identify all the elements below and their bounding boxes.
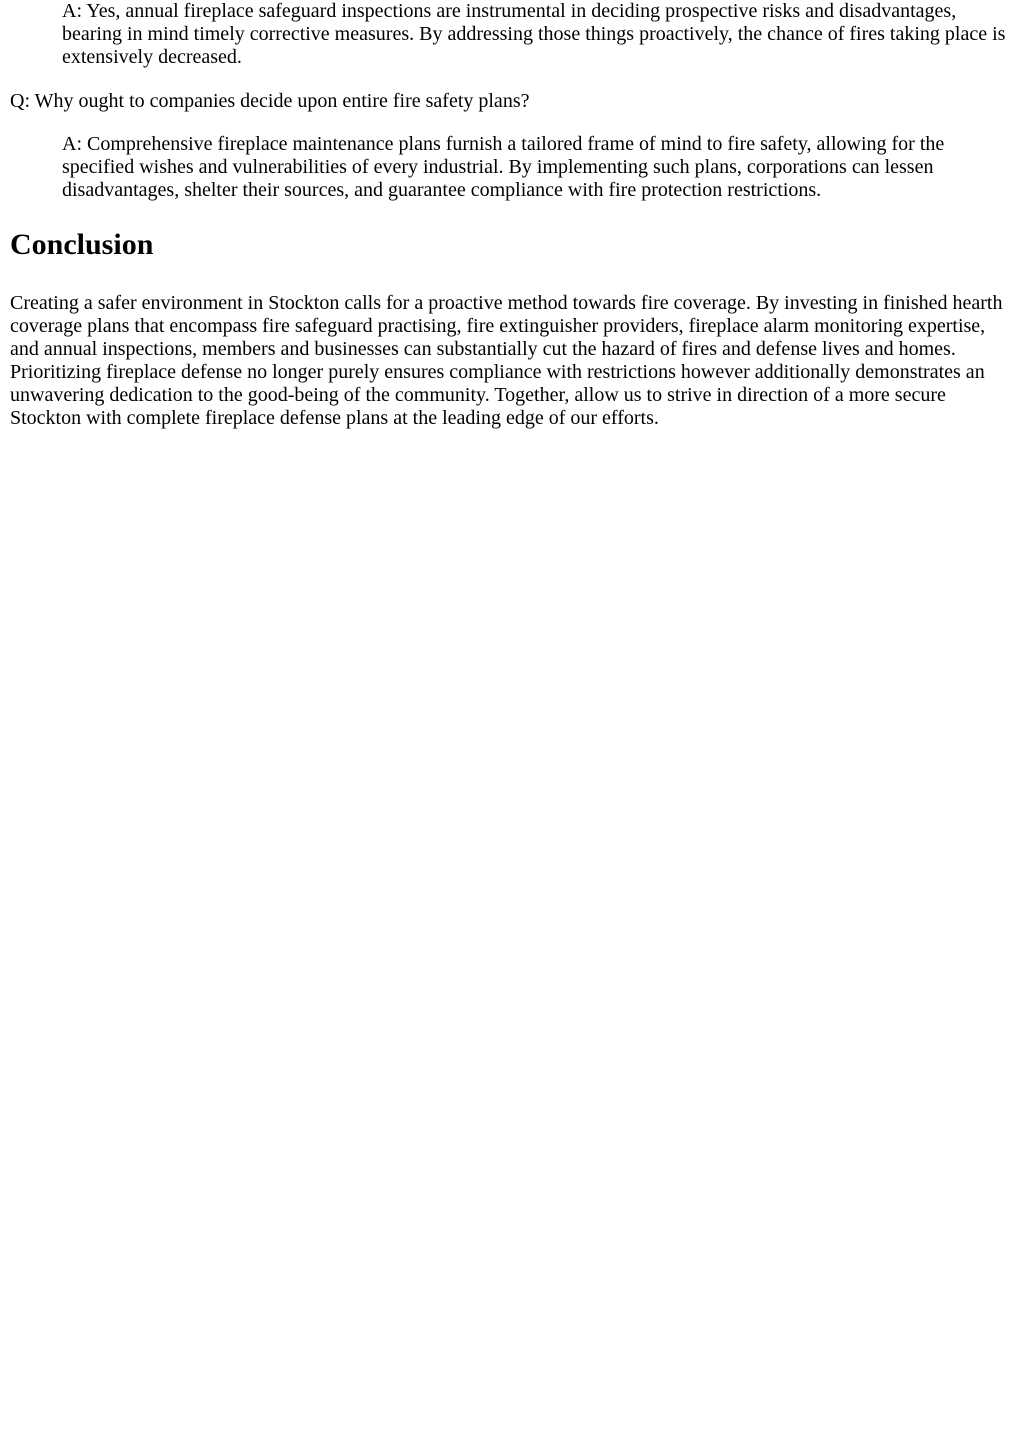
conclusion-paragraph: Creating a safer environment in Stockton calls for a proactive method towards fire coverage. By investing in finished hearth coverage plans that encompass fire safeguard practising, fire extinguisher providers, fireplace alarm monitoring expertise, and annual inspections, members and businesses can substantially cut the hazard of fires and defense lives and homes. Prioritizing fireplace defense no longer purely ensures compliance with restrictions however additionally demonstrates an unwavering dedication to the good-being of the community. Together, allow us to strive in direction of a more secure Stockton with complete fireplace defense plans at the leading edge of our efforts. xyxy=(10,292,1003,429)
faq-question-fire-safety-plans: Q: Why ought to companies decide upon entire fire safety plans? xyxy=(10,90,530,112)
faq-answer-inspections: A: Yes, annual fireplace safeguard inspections are instrumental in deciding prospective risks and disadvantages, bearing in mind timely corrective measures. By addressing those things proactively, the chance of fires taking place is extensively decreased. xyxy=(62,0,1006,68)
conclusion-heading: Conclusion xyxy=(10,228,154,261)
article-body xyxy=(0,0,1024,430)
faq-answer-fire-safety-plans: A: Comprehensive fireplace maintenance plans furnish a tailored frame of mind to fire safety, allowing for the specified wishes and vulnerabilities of every industrial. By implementing such plans, corporations can lessen disadvantages, shelter their sources, and guarantee compliance with fire protection restrictions. xyxy=(62,133,945,201)
